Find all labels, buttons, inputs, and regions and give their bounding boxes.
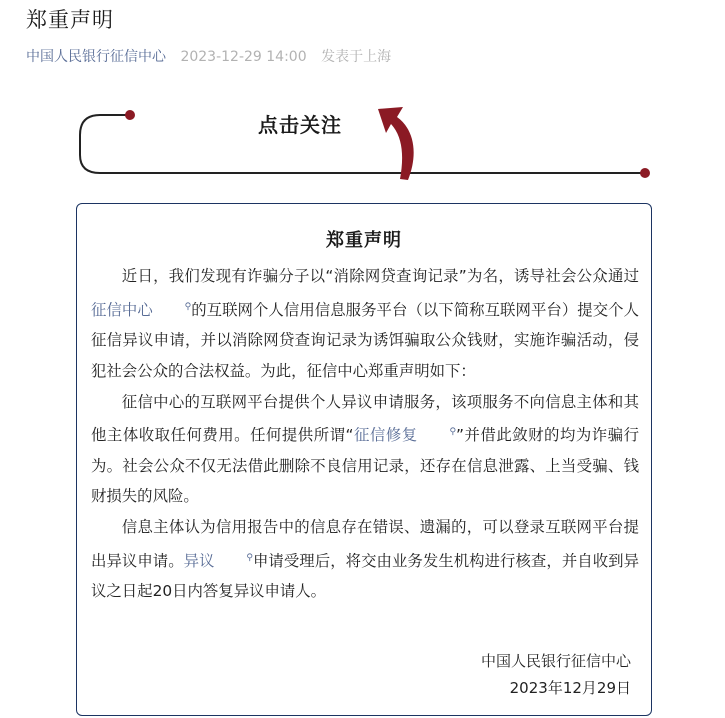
search-icon: ⚲ (246, 552, 253, 563)
follow-banner[interactable] (70, 95, 660, 190)
signature-date: 2023年12月29日 (509, 679, 631, 697)
publish-location: 发表于上海 (321, 49, 392, 65)
banner-dot-left (125, 110, 135, 120)
paragraph-1-text-b: 的互联网个人信用信息服务平台（以下简称互联网平台）提交个人征信异议申请，并以消除网贷查询记录为诱饵骗取公众钱财，实施诈骗活动，侵犯社会公众的合法权益。为此，征信中心郑重声明如下： (91, 300, 639, 380)
notice-box (76, 203, 652, 716)
follow-banner-graphic (70, 95, 660, 190)
signature-org: 中国人民银行征信中心 (480, 652, 631, 670)
search-icon: ⚲ (449, 427, 457, 438)
arrow-up-icon (378, 107, 414, 180)
keyword-link-credit-repair[interactable]: 征信修复 ⚲ (353, 426, 456, 444)
banner-dot-right (640, 168, 650, 178)
article-meta (26, 46, 391, 66)
paragraph-3-text-a: 信息主体认为信用报告中的信息存在错误、遗漏的，可以登录互联网平台提出异议申请。 (91, 518, 639, 570)
follow-label[interactable]: 点击关注 (258, 113, 342, 137)
article-title: 郑重声明 (26, 8, 114, 32)
keyword-link-credit-center[interactable]: 征信中心 ⚲ (91, 301, 191, 319)
notice-heading: 郑重声明 (326, 230, 402, 251)
paragraph-2-text-b: ”并借此敛财的均为诈骗行为。社会公众不仅无法借此删除不良信用记录，还存在信息泄露、上当受骗、钱财损失的风险。 (91, 426, 639, 506)
publish-time: 2023-12-29 14:00 (180, 49, 307, 65)
search-icon: ⚲ (184, 301, 192, 312)
paragraph-2-text-a: 征信中心的互联网平台提供个人异议申请服务，该项服务不向信息主体和其他主体收取任何费用。任何提供所谓“ (91, 392, 639, 445)
keyword-link-objection[interactable]: 异议 ⚲ (184, 552, 253, 570)
signature-block (481, 648, 631, 702)
author-link[interactable]: 中国人民银行征信中心 (26, 49, 166, 65)
notice-body (91, 261, 639, 607)
paragraph-3 (91, 512, 639, 607)
paragraph-2 (91, 387, 639, 513)
paragraph-3-text-b: 申请受理后，将交由业务发生机构进行核查，并自收到异议之日起20日内答复异议申请人。 (91, 551, 639, 601)
paragraph-1 (91, 261, 639, 387)
paragraph-1-text-a: 近日，我们发现有诈骗分子以“消除网贷查询记录”为名，诱导社会公众通过 (121, 267, 639, 285)
